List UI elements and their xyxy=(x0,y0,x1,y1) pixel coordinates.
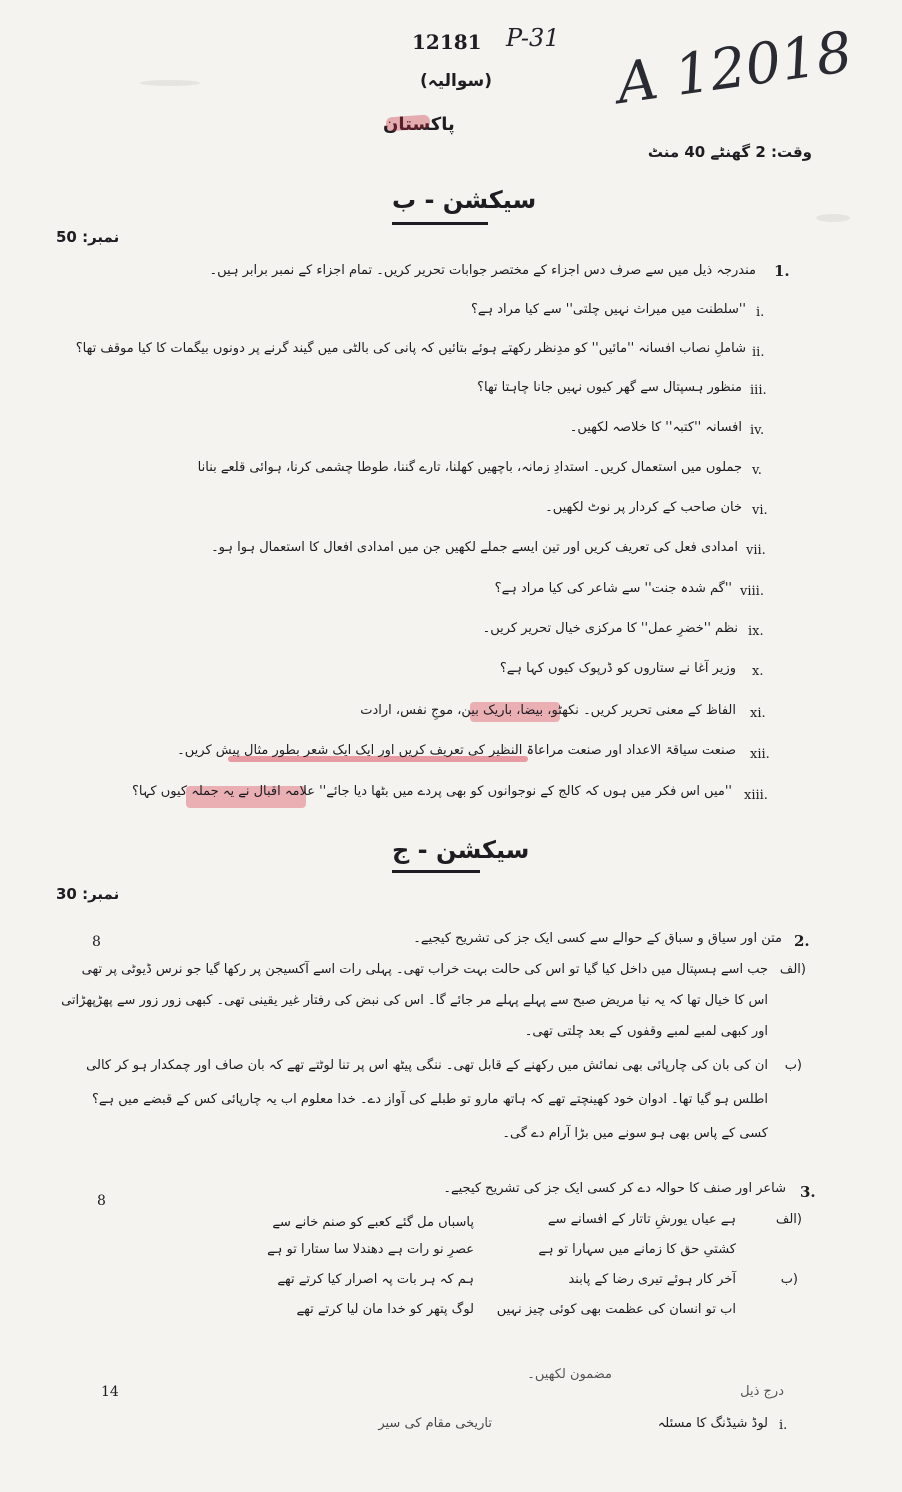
part-text: وزیر آغا نے ستاروں کو ڈرپوک کیوں کہا ہے؟ xyxy=(499,661,736,676)
verse-line: کشتیِ حق کا زمانے میں سہارا تو ہے xyxy=(538,1242,736,1257)
question-4-fragment: مضمون لکھیں۔ xyxy=(527,1367,612,1382)
question-2-bay-line: ان کی بان کی چارپائی بھی نمائش میں رکھنے کے قابل تھی۔ ننگی پیٹھ اس پر تنا لوٹتے تھے کہ بان صاف اور چمکدار ہو کر کالی xyxy=(86,1058,768,1073)
handwritten-code: P-31 xyxy=(506,24,560,52)
part-text: ''گم شدہ جنت'' سے شاعر کی کیا مراد ہے؟ xyxy=(494,581,732,596)
scan-smudge xyxy=(140,80,200,86)
part-number: xi. xyxy=(750,706,766,721)
section-b-underline xyxy=(392,222,488,225)
part-number: viii. xyxy=(740,584,764,599)
part-text: نظم ''خضرِ عمل'' کا مرکزی خیال تحریر کریں۔ xyxy=(482,621,738,636)
paper-subtitle: (سوالیہ) xyxy=(420,71,493,91)
section-c-marks: نمبر: 30 xyxy=(56,885,120,903)
scan-smudge xyxy=(816,214,850,222)
question-2-bay-line: اطلس ہو گیا تھا۔ ادوان خود کھینچتے تھے کہ ہاتھ مارو تو طبلے کی آواز دے۔ خدا معلوم اب یہ چارپائی کس کے قبضے میں ہے؟ xyxy=(91,1092,768,1107)
verse-line: آخر کار ہوئے تیری رضا کے پابند xyxy=(568,1272,736,1287)
part-text: ''سلطنت میں میراث نہیں چلتی'' سے کیا مراد ہے؟ xyxy=(471,302,746,317)
question-2-alif-line: اور کبھی لمبے لمبے وقفوں کے بعد چلتی تھی۔ xyxy=(524,1024,768,1039)
part-text: امدادی فعل کی تعریف کریں اور تین ایسے جملے لکھیں جن میں امدادی افعال کا استعمال ہوا ہو۔ xyxy=(211,540,738,555)
part-number: xii. xyxy=(750,747,770,762)
question-2-alif-label: (الف xyxy=(779,962,806,977)
handwritten-year: A 12018 xyxy=(612,19,857,117)
question-3-alif-label: (الف xyxy=(775,1212,802,1227)
paper-title: پاکستان xyxy=(383,114,455,135)
part-text: جملوں میں استعمال کریں۔ استدادِ زمانہ، باچھیں کھلنا، تارے گننا، طوطا چشمی کرنا، ہوائی قلعے بنانا xyxy=(197,460,742,475)
question-2-number: 2. xyxy=(794,932,810,950)
verse-line: اب تو انسان کی عظمت بھی کوئی چیز نہیں xyxy=(496,1302,736,1317)
question-2-alif-line: اس کا خیال تھا کہ یہ نیا مریض صبح سے پہلے پہلے مر جائے گا۔ اس کی نبض کی رفتار غیر یقینی تھی۔ کبھی زور زور سے پھڑپھڑاتی xyxy=(61,993,768,1008)
question-4-item: تاریخی مقام کی سیر xyxy=(378,1416,492,1431)
part-text: افسانہ ''کتبہ'' کا خلاصہ لکھیں۔ xyxy=(569,420,742,435)
part-number: x. xyxy=(752,664,764,679)
part-number: xiii. xyxy=(744,788,768,803)
part-number: v. xyxy=(752,463,762,478)
part-text: صنعت سیاقۃ الاعداد اور صنعت مراعاۃ النظیر کی تعریف کریں اور ایک ایک شعر بطور مثال پیش کریں۔ xyxy=(177,743,736,758)
verse-line: لوگ پتھر کو خدا مان لیا کرتے تھے xyxy=(296,1302,474,1317)
question-2-alif-line: جب اسے ہسپتال میں داخل کیا گیا تو اس کی حالت بہت خراب تھی۔ پہلی رات اسے آکسیجن پر رکھا گیا جو نرس ڈیوٹی پر تھی xyxy=(81,962,768,977)
part-number: ix. xyxy=(748,624,764,639)
question-1-number: 1. xyxy=(774,262,790,280)
paper-code: 12181 xyxy=(412,30,482,54)
part-text: ''میں اس فکر میں ہوں کہ کالج کے نوجوانوں کو بھی پردے میں بٹھا دیا جائے'' علامہ اقبال نے یہ جملہ کیوں کہا؟ xyxy=(131,784,732,799)
part-number: iv. xyxy=(750,423,765,438)
section-b-marks: نمبر: 50 xyxy=(56,228,120,246)
part-number: vii. xyxy=(746,543,766,558)
section-c-underline xyxy=(392,870,480,873)
verse-line: ہے عیاں یورشِ تاتار کے افسانے سے xyxy=(547,1212,736,1227)
section-c-heading: سیکشن - ج xyxy=(392,836,530,864)
question-3-bay-label: (ب xyxy=(780,1272,798,1287)
part-number: iii. xyxy=(750,383,767,398)
question-4-marks: 14 xyxy=(101,1384,119,1400)
question-3-number: 3. xyxy=(800,1183,816,1201)
question-2-bay-line: کسی کے پاس بھی ہو سونے میں بڑا آرام دے گی۔ xyxy=(502,1126,768,1141)
question-1-instruction: مندرجہ ذیل میں سے صرف دس اجزاء کے مختصر جوابات تحریر کریں۔ تمام اجزاء کے نمبر برابر ہیں۔ xyxy=(209,263,756,278)
time-allowed: وقت: 2 گھنٹے 40 منٹ xyxy=(647,143,812,161)
part-text: منظور ہسپتال سے گھر کیوں نہیں جانا چاہتا تھا؟ xyxy=(477,380,742,395)
question-4-item: لوڈ شیڈنگ کا مسئلہ xyxy=(657,1416,768,1431)
section-b-heading: سیکشن - ب xyxy=(392,186,537,214)
part-number: i. xyxy=(756,305,765,320)
part-text: شاملِ نصاب افسانہ ''مائیں'' کو مدِنظر رکھتے ہوئے بتائیں کہ پانی کی بالٹی میں گیند گرنے پر دونوں بیگمات کا کیا موقف تھا؟ xyxy=(75,341,746,356)
part-text: الفاظ کے معنی تحریر کریں۔ نکھٹو، بیضا، باریک بین، موجِ نفس، ارادت xyxy=(360,703,736,718)
question-3-instruction: شاعر اور صنف کا حوالہ دے کر کسی ایک جز کی تشریح کیجیے۔ xyxy=(443,1181,786,1196)
part-number: ii. xyxy=(752,345,765,360)
verse-line: پاسباں مل گئے کعبے کو صنم خانے سے xyxy=(272,1215,474,1230)
verse-line: ہم کہ ہر بات پہ اصرار کیا کرتے تھے xyxy=(277,1272,474,1287)
question-2-bay-label: (ب xyxy=(784,1058,802,1073)
verse-line: عصرِ نو رات ہے دھندلا سا ستارا تو ہے xyxy=(267,1242,474,1257)
part-text: خان صاحب کے کردار پر نوٹ لکھیں۔ xyxy=(545,500,742,515)
question-3-marks: 8 xyxy=(97,1193,106,1209)
question-4-fragment: درج ذیل xyxy=(740,1384,784,1399)
question-2-instruction: متن اور سیاق و سباق کے حوالے سے کسی ایک جز کی تشریح کیجیے۔ xyxy=(413,931,782,946)
part-number: vi. xyxy=(752,503,768,518)
question-4-item-number: i. xyxy=(779,1418,788,1433)
question-2-marks: 8 xyxy=(92,934,101,950)
